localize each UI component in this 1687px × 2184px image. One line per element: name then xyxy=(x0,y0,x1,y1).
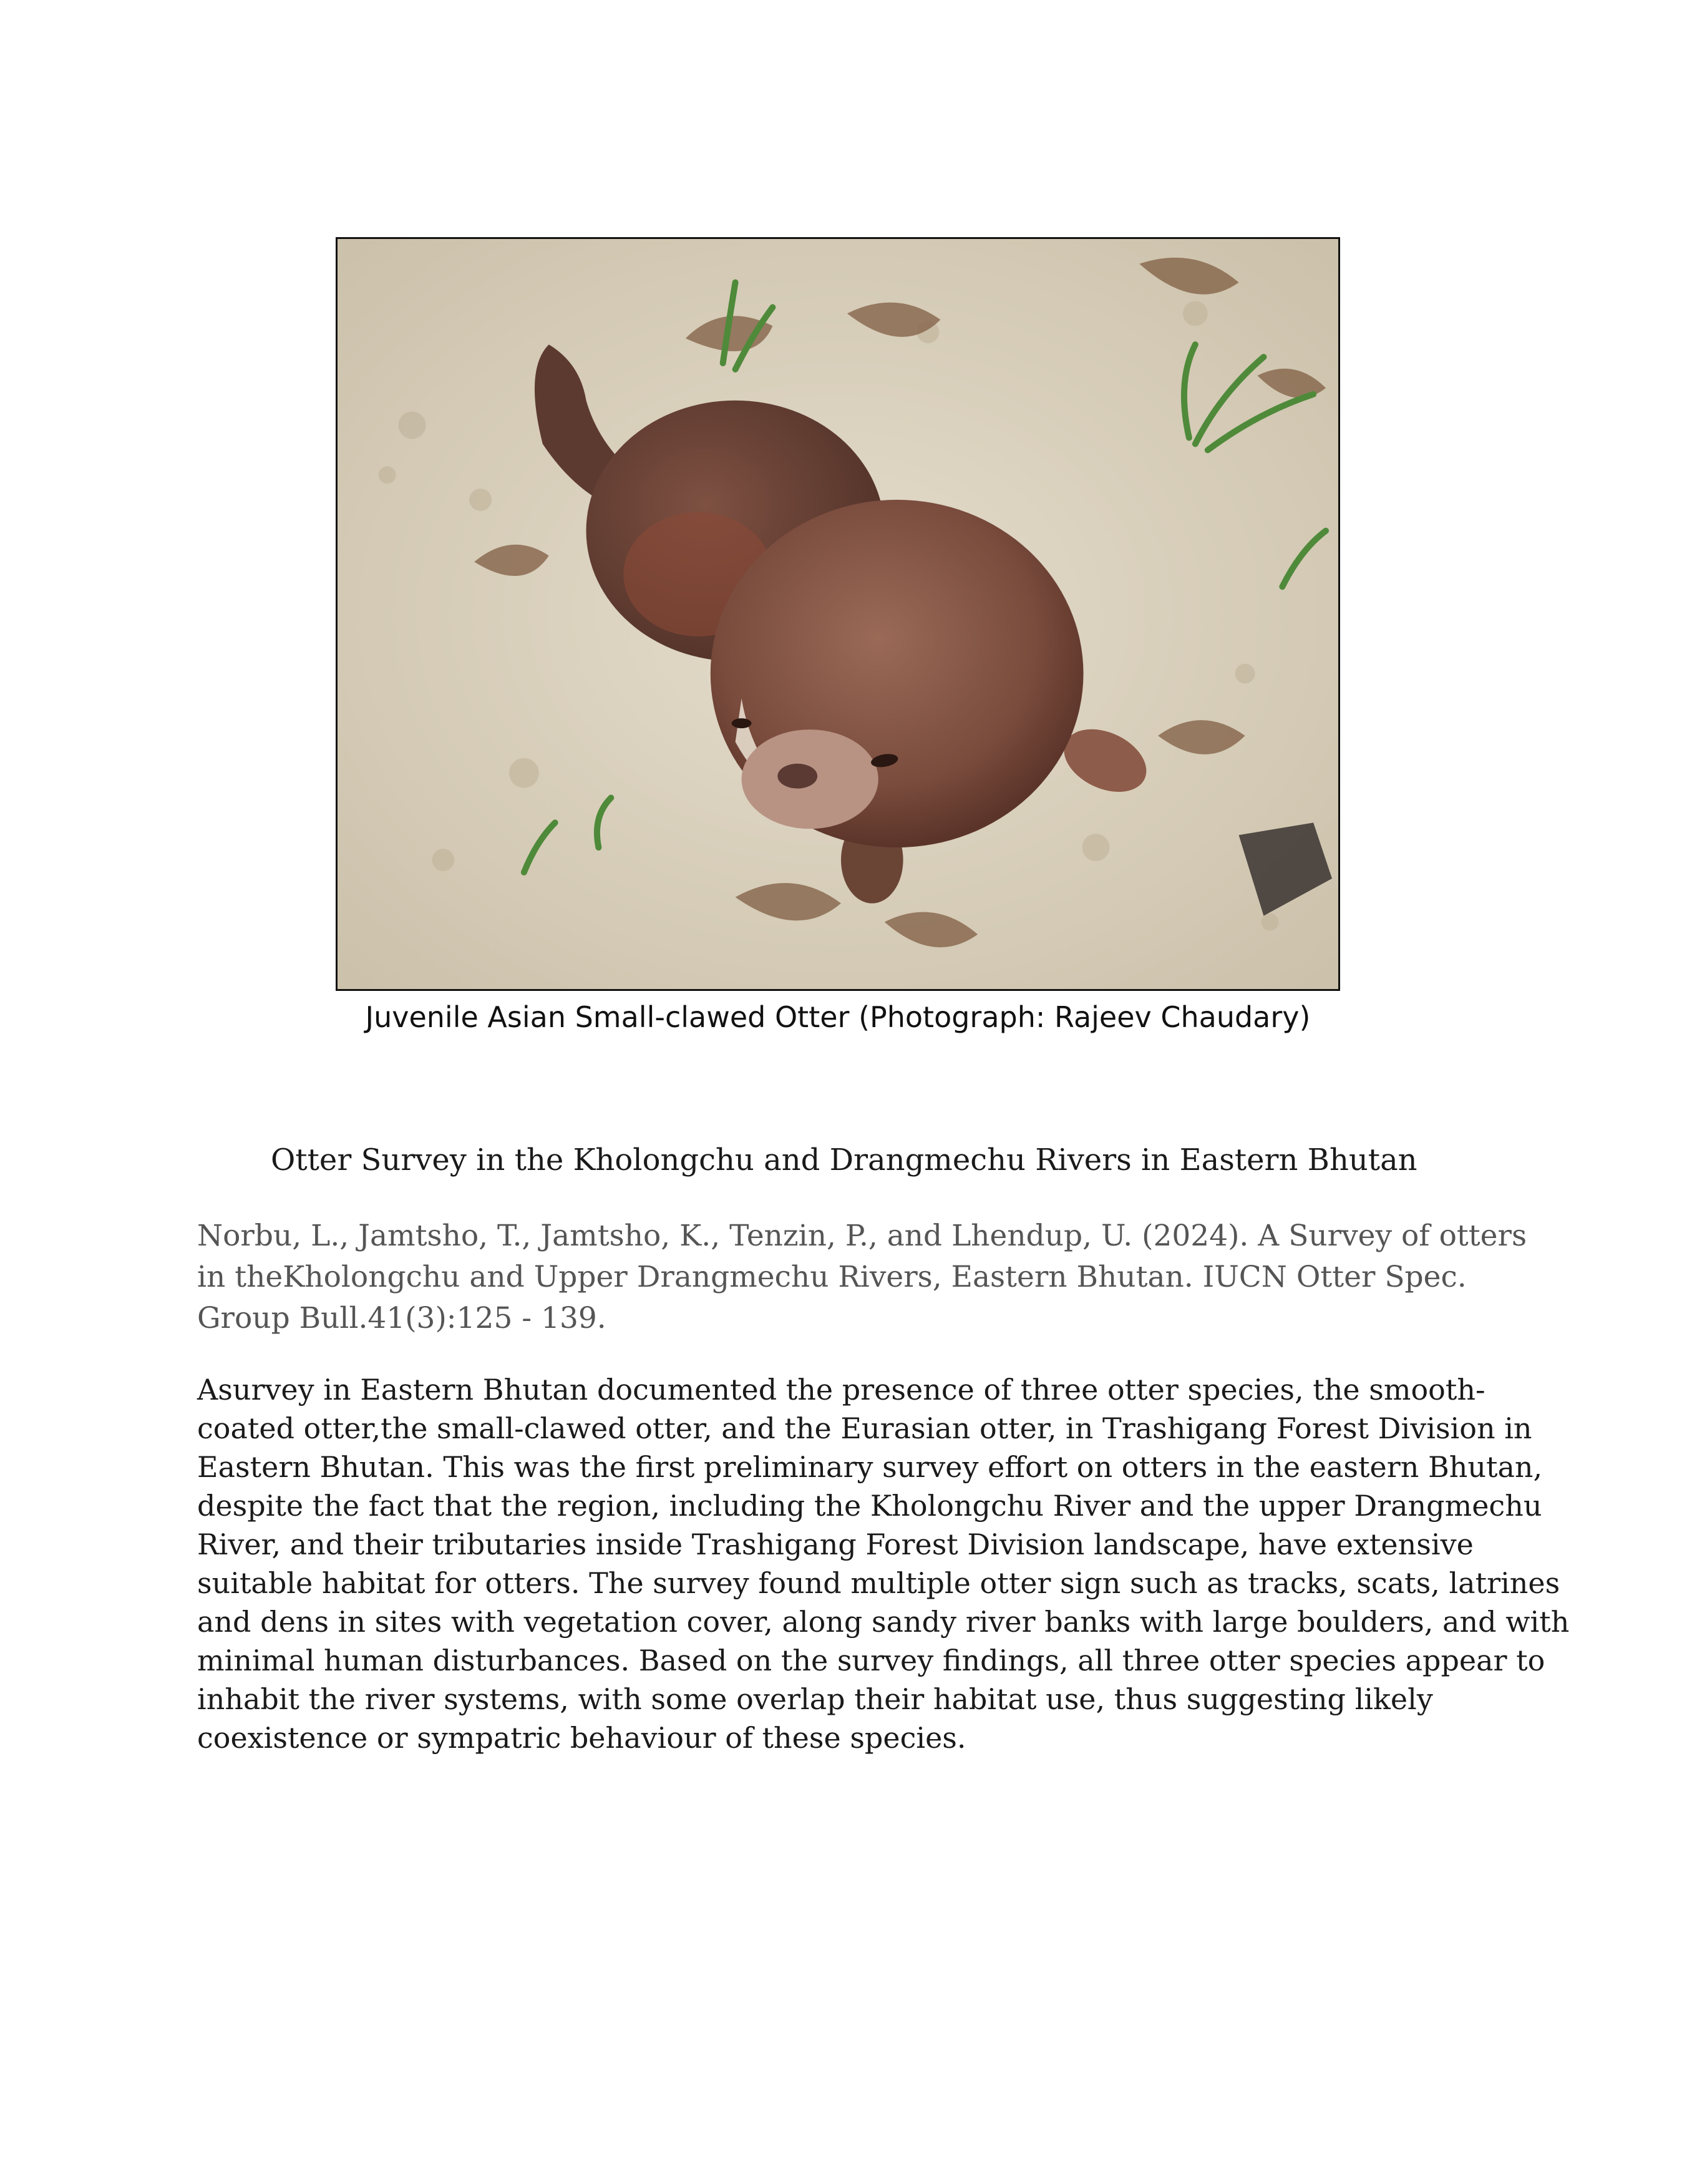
figure-caption: Juvenile Asian Small-clawed Otter (Photograph: Rajeev Chaudary) xyxy=(365,1000,1311,1034)
abstract: Asurvey in Eastern Bhutan documented the presence of three otter species, the smooth-coated otter,the small-clawed otter, and the Eurasian otter, in Trashigang Forest Division in Eastern Bhutan. This was the first preliminary survey effort on otters in the eastern Bhutan, despite the fact that the region, including the Kholongchu River and the upper Drangmechu River, and their tributaries inside Trashigang Forest Division landscape, have extensive suitable habitat for otters. The survey found multiple otter sign such as tracks, scats, latrines and dens in sites with vegetation cover, along sandy river banks with large boulders, and with minimal human disturbances. Based on the survey findings, all three otter species appear to inhabit the river systems, with some overlap their habitat use, thus suggesting likely coexistence or sympatric behaviour of these species. xyxy=(197,1373,1570,1755)
otter-photo-illustration xyxy=(338,239,1338,989)
citation: Norbu, L., Jamtsho, T., Jamtsho, K., Tenzin, P., and Lhendup, U. (2024). A Survey of otters in theKholongchu and Upper Drangmechu Rivers, Eastern Bhutan. IUCN Otter Spec. Group Bull.41(3):125 - 139. xyxy=(197,1219,1527,1335)
article-title: Otter Survey in the Kholongchu and Drangmechu Rivers in Eastern Bhutan xyxy=(271,1143,1417,1177)
otter-photograph xyxy=(336,237,1340,991)
